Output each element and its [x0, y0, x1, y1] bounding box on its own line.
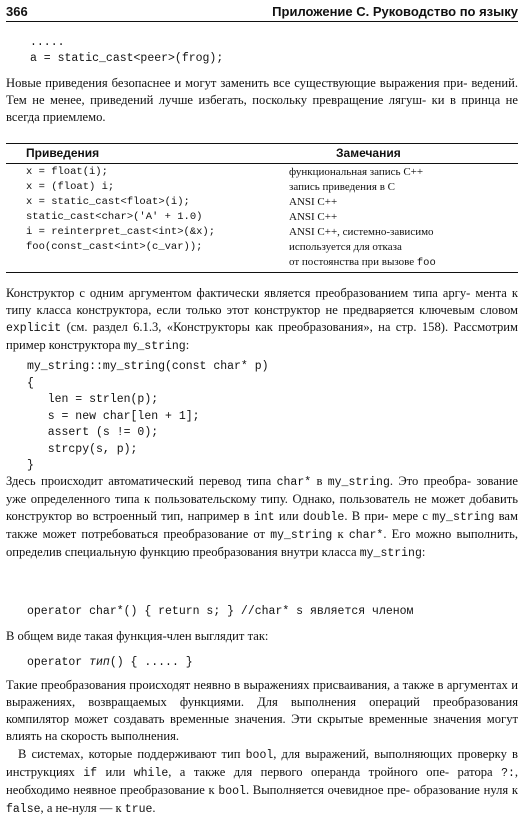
inline-code: char*	[348, 529, 384, 542]
page-header	[6, 3, 518, 22]
table-cell-note: функциональная запись С++	[289, 166, 424, 178]
inline-code: my_string	[359, 547, 422, 560]
inline-code: double	[302, 511, 345, 524]
paragraph-bool-conversion: В системах, которые поддерживают тип bool, для выражений, выполняющих проверку в инструкциях if или while, а также для первого операнда тройного опе- ратора ?:, необходимо неявное преобразование к bool. Выполняется очевидное пре- образование нуля к false, а не-нуля — к true.	[6, 747, 519, 816]
table-rule-header	[6, 163, 518, 164]
paragraph-general-form: В общем виде такая функция-член выглядит так:	[6, 629, 269, 643]
table-cell-cast: x = float(i);	[26, 166, 108, 178]
code-line: len = strlen(p);	[27, 393, 159, 406]
paragraph-single-arg-constructor: Конструктор с одним аргументом фактически является преобразованием типа аргу- мента к типу класса конструктора, если только этот конструктор не предваряется ключевым словом explicit (см. раздел 6.1.3, «Конструкторы как преобразования», на стр. 158). Рассмотрим пример конструктора my_string:	[6, 286, 518, 353]
table-rule-bottom	[6, 272, 518, 273]
code-line: s = new char[len + 1];	[27, 409, 200, 423]
table-cell-note: ANSI С++, системно-зависимо	[289, 226, 434, 238]
paragraph-new-casts	[6, 75, 518, 126]
code-line: assert (s != 0);	[27, 426, 159, 439]
page-number: 366	[6, 4, 28, 19]
text-line: ведений. Тем не менее, приведений лучше избегать, поскольку превращение лягуш-	[6, 76, 518, 107]
code-line: .....	[30, 36, 65, 49]
table-cell-note: используется для отказа	[289, 241, 402, 253]
text-line: Новые приведения безопаснее и могут заменить все существующие выражения при-	[6, 76, 468, 90]
inline-code: my_string	[432, 511, 495, 524]
table-header-casts: Приведения	[26, 146, 100, 160]
inline-code: foo	[416, 257, 436, 269]
table-cell-cast: i = reinterpret_cast<int>(&x);	[26, 226, 216, 238]
code-line: strcpy(s, p);	[27, 442, 138, 456]
table-cell-cast: x = (float) i;	[26, 181, 115, 193]
text-line: ки в принца не всегда приемлемо.	[6, 93, 518, 124]
code-line: {	[27, 376, 34, 390]
code-block-cast	[30, 35, 223, 67]
inline-code: bool	[218, 785, 246, 798]
inline-code: ?:	[501, 767, 515, 780]
code-line: a = static_cast<peer>(frog);	[30, 52, 224, 65]
table-cell-note: ANSI C++	[289, 196, 338, 208]
code-line-operator-type: operator тип() { ..... }	[27, 656, 193, 669]
paragraph-implicit-conversions: Такие преобразования происходят неявно в выражениях присваивания, а также в аргументах и выражениях, возвращаемых функциями. Для выполнения операций преобразования компилятор может создавать временные значения. Эти скрытые временные значения могут влиять на скорость выполнения.	[6, 678, 519, 743]
inline-code: my_string	[123, 340, 186, 353]
table-cell-cast: x = static_cast<float>(i);	[26, 196, 190, 208]
code-line: my_string::my_string(const char* p)	[27, 360, 269, 373]
code-line-operator-char: operator char*() { return s; } //char* s является членом	[27, 605, 414, 618]
running-title: Приложение С. Руководство по языку	[272, 4, 518, 19]
inline-code: false	[6, 803, 41, 816]
inline-code: my_string	[270, 529, 333, 542]
table-cell-note: от постоянства при вызове foo	[289, 256, 436, 269]
paragraph-auto-conversion: Здесь происходит автоматический перевод типа char* в my_string. Это преобра- зование уже определенного типа к пользовательскому типу. Однако, пользователь не может добавить конструктор во встроенный тип, например в int или double. В при- мере с my_string вам также может потребоваться преобразование от my_string к char*. Его можно выполнить, определив специальную функцию преобразования внутри класса my_string:	[6, 474, 518, 560]
placeholder-type: тип	[89, 656, 110, 669]
table-cell-note: запись приведения в С	[289, 181, 395, 193]
table-cell-cast: static_cast<char>('A' + 1.0)	[26, 211, 203, 223]
code-block-constructor	[27, 359, 269, 475]
inline-code: if	[83, 767, 98, 780]
table-cell-note: ANSI C++	[289, 211, 338, 223]
inline-code: explicit	[6, 322, 62, 335]
inline-code: while	[133, 767, 169, 780]
code-line: }	[27, 459, 34, 472]
inline-code: char*	[276, 476, 312, 489]
inline-code: my_string	[327, 476, 390, 489]
inline-code: int	[253, 511, 275, 524]
table-cell-cast: foo(const_cast<int>(c_var));	[26, 241, 203, 253]
inline-code: true	[124, 803, 153, 816]
table-header-notes: Замечания	[336, 146, 401, 160]
inline-code: bool	[245, 749, 274, 762]
table-rule-top	[6, 143, 518, 144]
